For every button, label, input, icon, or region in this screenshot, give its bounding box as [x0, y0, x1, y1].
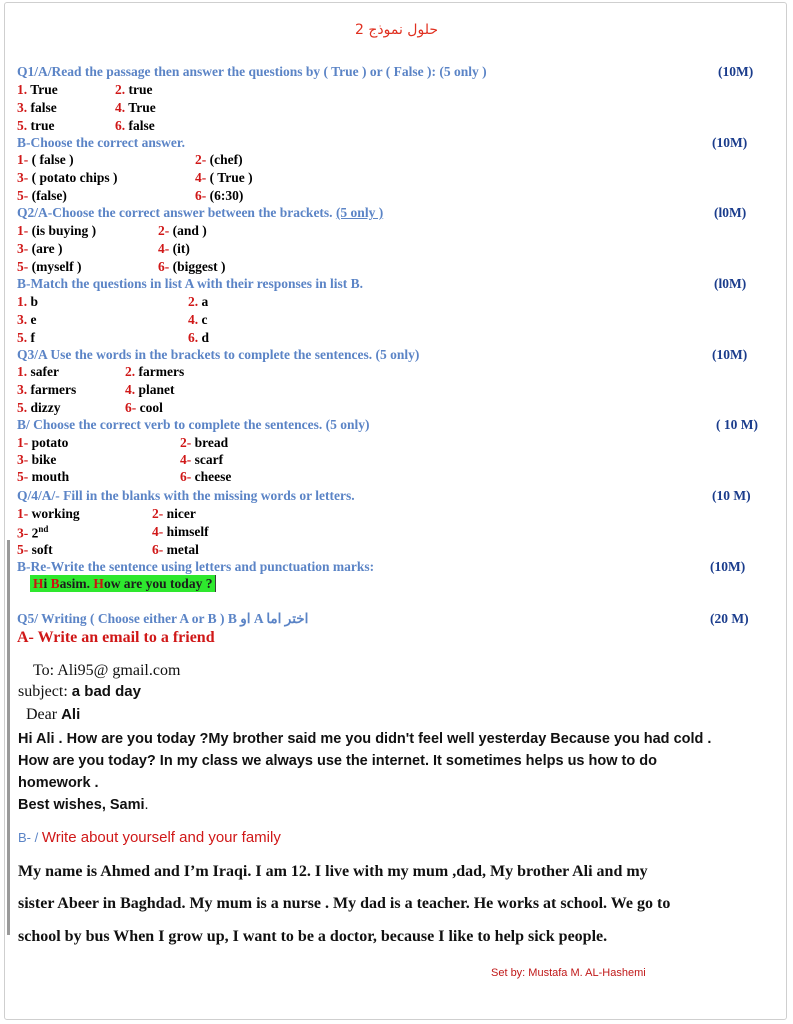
answer-item: [17, 524, 48, 542]
q4-b-answer: [30, 575, 216, 593]
answer-text: True: [27, 82, 58, 97]
answer-item: [17, 452, 56, 468]
q4-b-marks: (10M): [710, 559, 746, 574]
scroll-indicator: [7, 540, 10, 935]
answer-item: [152, 524, 209, 540]
email-greeting-name: Ali: [61, 706, 81, 723]
answer-item: [17, 435, 68, 451]
answer-item: [195, 170, 253, 186]
email-subject-label: subject:: [18, 683, 72, 700]
answer-text: f: [27, 330, 35, 345]
q2-b-heading: B-Match the questions in list A with their responses in list B.: [17, 276, 364, 291]
page-title: حلول نموذج 2: [354, 22, 438, 38]
answer-number: 1.: [17, 364, 28, 379]
answer-item: [17, 118, 55, 134]
q2-a-marks: (l0M): [714, 205, 747, 220]
email-body-line: homework .: [18, 775, 99, 791]
answer-item: [195, 152, 243, 168]
answer-number: 3.: [17, 382, 28, 397]
answer-number: 3-: [17, 525, 29, 541]
q5-a-heading: A- Write an email to a friend: [17, 629, 215, 646]
q5-b-heading-text: Write about yourself and your family: [41, 829, 281, 846]
answer-item: [180, 435, 228, 451]
answer-number: 6.: [115, 118, 126, 133]
answer-number: 6-: [195, 188, 207, 203]
answer-superscript: nd: [38, 524, 49, 534]
answer-number: 5.: [17, 400, 28, 415]
answer-item: [195, 188, 243, 204]
answer-text: farmers: [135, 364, 185, 379]
answer-item: [158, 241, 190, 257]
answer-number: 4.: [115, 100, 126, 115]
answer-part: H: [93, 576, 104, 591]
answer-number: 2-: [195, 152, 207, 167]
answer-text: planet: [135, 382, 175, 397]
answer-number: 3.: [17, 312, 28, 327]
essay-line: school by bus When I grow up, I want to be a doctor, because I like to help sick people.: [18, 928, 608, 945]
answer-number: 2-: [152, 506, 164, 521]
answer-text: dizzy: [27, 400, 61, 415]
answer-part: asim.: [59, 576, 94, 591]
q1-a-heading: Q1/A/Read the passage then answer the questions by ( True ) or ( False ): (5 only ): [17, 64, 487, 79]
email-body: [18, 728, 711, 816]
answer-text: c: [198, 312, 208, 327]
email-subject-value: a bad day: [71, 683, 141, 700]
answer-item: [115, 118, 155, 134]
answer-text: (is buying ): [28, 223, 97, 238]
q5-marks: (20 M): [710, 611, 749, 626]
answer-item: [125, 364, 184, 380]
q2-a-heading: [17, 205, 383, 221]
q2-a-heading-text: Q2/A-Choose the correct answer between the brackets.: [17, 205, 333, 220]
answer-number: 2-: [180, 435, 192, 450]
answer-number: 5.: [17, 118, 28, 133]
email-subject: [18, 683, 141, 701]
answer-item: [188, 330, 209, 346]
essay-line: sister Abeer in Baghdad. My mum is a nurse . My dad is a teacher. He works at school. We go to: [18, 895, 671, 912]
q5-b-number: B- /: [18, 830, 42, 845]
q2-a-heading-underlined: (5 only ): [335, 205, 384, 220]
answer-part: B: [50, 576, 60, 591]
answer-number: 4.: [125, 382, 136, 397]
answer-number: 4-: [195, 170, 207, 185]
answer-number: 4.: [188, 312, 199, 327]
answer-number: 3.: [17, 100, 28, 115]
answer-number: 1-: [17, 435, 29, 450]
answer-text: ( potato chips ): [28, 170, 118, 185]
email-signoff: Best wishes, Sami.: [18, 797, 149, 813]
answer-number: 3-: [17, 170, 29, 185]
answer-item: [115, 82, 153, 98]
answer-item: [17, 400, 61, 416]
answer-text: e: [27, 312, 37, 327]
answer-item: [17, 241, 62, 257]
q4-b-heading: B-Re-Write the sentence using letters and punctuation marks:: [17, 559, 375, 574]
answer-text: (and ): [169, 223, 207, 238]
answer-text: True: [125, 100, 156, 115]
answer-item: [17, 294, 38, 310]
answer-text: nicer: [163, 506, 196, 521]
answer-item: [17, 82, 58, 98]
answer-number: 2-: [158, 223, 170, 238]
answer-text: (6:30): [206, 188, 244, 203]
answer-item: [158, 259, 226, 275]
answer-number: 4-: [180, 452, 192, 467]
answer-number: 6-: [125, 400, 137, 415]
answer-text: cool: [136, 400, 163, 415]
answer-text: soft: [28, 542, 53, 557]
answer-item: [125, 400, 163, 416]
answer-text: a: [198, 294, 209, 309]
answer-number: 4-: [152, 524, 164, 539]
answer-number: 1.: [17, 294, 28, 309]
email-greeting-label: Dear: [26, 706, 62, 723]
answer-text: bike: [28, 452, 57, 467]
answer-number: 5-: [17, 469, 29, 484]
answer-item: [188, 294, 208, 310]
answer-item: [17, 506, 80, 522]
email-greeting: [26, 706, 80, 724]
email-body-line: How are you today? In my class we always use the internet. It sometimes helps us how to do: [18, 753, 657, 769]
q4-a-heading: Q/4/A/- Fill in the blanks with the missing words or letters.: [17, 488, 355, 503]
q5-heading: Q5/ Writing ( Choose either A or B ) B او A اختر اما: [17, 611, 309, 626]
q1-a-marks: (10M): [718, 64, 754, 79]
answer-item: [17, 312, 37, 328]
answer-text: safer: [27, 364, 59, 379]
q2-b-marks: (l0M): [714, 276, 747, 291]
answer-text: 2: [28, 525, 39, 541]
answer-item: [180, 452, 223, 468]
answer-number: 4-: [158, 241, 170, 256]
answer-text: metal: [163, 542, 199, 557]
answer-text: (myself ): [28, 259, 82, 274]
answer-number: 6-: [158, 259, 170, 274]
answer-item: [17, 542, 53, 558]
q5-b-heading: [18, 829, 281, 846]
answer-item: [17, 330, 35, 346]
answer-number: 5-: [17, 188, 29, 203]
answer-text: bread: [191, 435, 229, 450]
answer-item: [152, 542, 199, 558]
answer-item: [188, 312, 208, 328]
essay-line: My name is Ahmed and I’m Iraqi. I am 12. I live with my mum ,dad, My brother Ali and my: [18, 863, 648, 880]
answer-number: 1.: [17, 82, 28, 97]
answer-text: (chef): [206, 152, 243, 167]
answer-text: false: [27, 100, 57, 115]
answer-text: cheese: [191, 469, 232, 484]
answer-text: ( false ): [28, 152, 74, 167]
answer-part: H: [33, 576, 44, 591]
answer-item: [158, 223, 207, 239]
answer-item: [125, 382, 175, 398]
answer-number: 3-: [17, 241, 29, 256]
answer-number: 3-: [17, 452, 29, 467]
answer-item: [152, 506, 196, 522]
email-to: To: Ali95@ gmail.com: [33, 662, 181, 679]
answer-text: mouth: [28, 469, 70, 484]
q1-b-marks: (10M): [712, 135, 748, 150]
answer-item: [17, 100, 57, 116]
answer-text: b: [27, 294, 39, 309]
q4-a-marks: (10 M): [712, 488, 751, 503]
answer-number: 1-: [17, 506, 29, 521]
email-signoff-text: Best wishes, Sami: [18, 797, 145, 813]
email-body-line: Hi Ali . How are you today ?My brother said me you didn't feel well yesterday Because you had cold .: [18, 731, 712, 747]
q3-b-heading: B/ Choose the correct verb to complete the sentences. (5 only): [17, 417, 370, 432]
answer-item: [17, 223, 96, 239]
footer-credit: Set by: Mustafa M. AL-Hashemi: [491, 967, 646, 979]
answer-text: himself: [163, 524, 209, 539]
answer-text: working: [28, 506, 80, 521]
q3-a-heading: Q3/A Use the words in the brackets to complete the sentences. (5 only): [17, 347, 420, 362]
answer-number: 2.: [115, 82, 126, 97]
answer-text: (it): [169, 241, 190, 256]
answer-item: [17, 170, 118, 186]
answer-number: 6-: [152, 542, 164, 557]
answer-number: 2.: [188, 294, 199, 309]
answer-text: farmers: [27, 382, 77, 397]
answer-text: (biggest ): [169, 259, 226, 274]
answer-number: 5-: [17, 259, 29, 274]
answer-item: [17, 188, 67, 204]
answer-text: (are ): [28, 241, 63, 256]
q3-a-marks: (10M): [712, 347, 748, 362]
answer-text: potato: [28, 435, 69, 450]
answer-number: 1-: [17, 223, 29, 238]
answer-text: false: [125, 118, 155, 133]
answer-number: 6.: [188, 330, 199, 345]
answer-part: ow are you today ?: [103, 576, 213, 591]
answer-item: [17, 364, 59, 380]
answer-text: scarf: [191, 452, 224, 467]
highlighted-answer: [30, 575, 216, 592]
answer-item: [115, 100, 156, 116]
answer-text: (false): [28, 188, 67, 203]
answer-item: [180, 469, 231, 485]
answer-number: 2.: [125, 364, 136, 379]
answer-text: ( True ): [206, 170, 253, 185]
answer-number: 5-: [17, 542, 29, 557]
q3-b-marks: ( 10 M): [716, 417, 758, 432]
answer-number: 1-: [17, 152, 29, 167]
answer-number: 5.: [17, 330, 28, 345]
q1-b-heading: B-Choose the correct answer.: [17, 135, 185, 150]
answer-text: true: [125, 82, 153, 97]
answer-part: i: [43, 576, 51, 591]
answer-item: [17, 152, 74, 168]
answer-item: [17, 469, 69, 485]
answer-item: [17, 259, 81, 275]
answer-item: [17, 382, 76, 398]
answer-text: true: [27, 118, 55, 133]
answer-number: 6-: [180, 469, 192, 484]
answer-text: d: [198, 330, 210, 345]
